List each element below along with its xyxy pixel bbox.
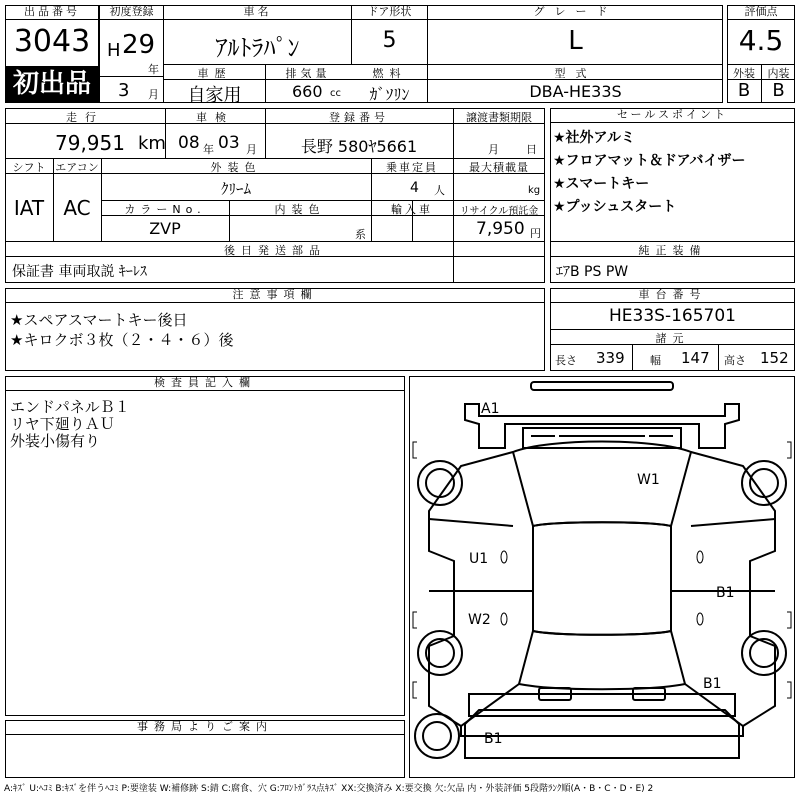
displacement-unit: cc xyxy=(330,88,341,99)
year-unit: 年 xyxy=(148,63,159,76)
int-color-unit: 系 xyxy=(355,228,366,241)
score-label: 評価点 xyxy=(727,5,795,20)
fuel-label: 燃料 xyxy=(372,67,407,80)
car-name: ｱﾙﾄﾗﾊﾟﾝ xyxy=(215,34,300,62)
mark-b1-side: B1 xyxy=(716,585,735,601)
displacement-label: 排気量 xyxy=(285,67,331,80)
inspector-line-3: 外装小傷有り xyxy=(10,432,101,450)
int-grade: B xyxy=(772,80,785,101)
car-name-label: 車名 xyxy=(164,5,351,20)
int-label: 内装 xyxy=(767,67,790,80)
mark-b1-bottom: B1 xyxy=(484,731,503,747)
month-unit: 月 xyxy=(148,88,159,101)
length-value: 339 xyxy=(596,349,625,367)
capacity-value: 4 xyxy=(410,180,419,196)
inspection-year-unit: 年 xyxy=(203,143,214,156)
mark-w2: W2 xyxy=(468,612,491,628)
color-no-label: カラーNo. xyxy=(124,203,206,216)
recycle-label: リサイクル預託金 xyxy=(459,206,539,217)
width-value: 147 xyxy=(681,349,710,367)
door-label: ドア形状 xyxy=(352,5,427,20)
transfer-label: 譲渡書類期限 xyxy=(466,111,532,124)
equipment-label: 純正装備 xyxy=(638,244,707,257)
left-side xyxy=(429,452,519,726)
era: H xyxy=(107,40,121,61)
model-label: 型式 xyxy=(554,67,597,80)
score-value: 4.5 xyxy=(738,24,784,57)
first-reg-month: 3 xyxy=(118,80,130,101)
int-color-label: 内装色 xyxy=(274,203,326,216)
length-label: 長さ xyxy=(555,354,577,367)
capacity-label: 乗車定員 xyxy=(386,161,438,174)
load-label: 最大積載量 xyxy=(469,161,529,174)
car-diagram xyxy=(409,376,795,778)
shift-label: シフト xyxy=(12,161,46,174)
wheel-rl xyxy=(418,631,462,675)
equipment-value: ｴｱB PS PW xyxy=(556,264,629,280)
grade-value: L xyxy=(568,26,583,56)
rear-bumper xyxy=(465,710,739,758)
chassis-number: HE33S-165701 xyxy=(609,306,736,326)
ac-label: エアコン xyxy=(55,161,99,174)
mark-b1-rear: B1 xyxy=(703,676,722,692)
rear-glass xyxy=(519,631,685,689)
sales-point-4: ★プッシュスタート xyxy=(553,199,677,215)
inspection-month: 03 xyxy=(218,133,240,153)
spec-label: 諸元 xyxy=(655,332,690,345)
wheel-fl xyxy=(418,461,462,505)
inspector-line-2: リヤ下廻りＡＵ xyxy=(10,415,115,433)
mileage-unit: km xyxy=(138,133,166,154)
lot-number: 3043 xyxy=(13,24,91,59)
first-listing-badge: 初出品 xyxy=(6,66,98,102)
recycle-unit: 円 xyxy=(530,227,541,240)
ext-grade: B xyxy=(737,80,751,101)
spare-wheel xyxy=(415,714,459,758)
import-label: 輸入車 xyxy=(391,203,433,216)
roof-outline xyxy=(513,442,691,527)
notes-label: 注意事項欄 xyxy=(5,288,545,303)
mark-u1: U1 xyxy=(469,551,489,567)
ext-color-value: ｸﾘｰﾑ xyxy=(220,180,251,198)
sales-point-1: ★社外アルミ xyxy=(553,130,635,146)
fuel-value: ｶﾞｿﾘﾝ xyxy=(369,85,410,104)
wheel-rr xyxy=(742,631,786,675)
inspector-label: 検査員記入欄 xyxy=(5,376,405,391)
recycle-value: 7,950 xyxy=(476,219,525,239)
color-no-value: ZVP xyxy=(149,219,181,238)
plate-label: 登録番号 xyxy=(329,111,389,124)
history-label: 車歴 xyxy=(197,67,232,80)
ext-label: 外装 xyxy=(733,67,755,80)
history-value: 自家用 xyxy=(187,85,242,106)
wheel-fr xyxy=(742,461,786,505)
first-reg-label: 初度登録 xyxy=(100,5,163,20)
mileage-label: 走行 xyxy=(66,111,104,124)
first-reg-year: 29 xyxy=(122,30,156,60)
capacity-unit: 人 xyxy=(434,184,445,197)
roof-panel xyxy=(533,522,671,635)
height-label: 高さ xyxy=(724,354,746,367)
ext-color-label: 外装色 xyxy=(210,161,262,174)
lot-label: 出品番号 xyxy=(5,5,99,20)
sales-point-2: ★フロアマット＆ドアバイザー xyxy=(553,153,746,169)
load-unit: kg xyxy=(528,185,541,196)
rear-panel xyxy=(469,694,735,716)
note-line-2: ★キロクボ３枚（２・４・６）後 xyxy=(10,331,234,349)
mileage-value: 79,951 xyxy=(55,131,125,155)
legend: A:ｷｽﾞ U:ﾍｺﾐ B:ｷｽﾞを伴うﾍｺﾐ P:要塗装 W:補修跡 S:錆 C:腐食、穴 G:ﾌﾛﾝﾄｶﾞﾗｽ点ｷｽﾞ XX:交換済み X:要交換 欠:欠品 内・外装評価 5段階ﾗﾝｸ順(A・B・C・D・E) 2 xyxy=(4,784,654,794)
note-line-1: ★スペアスマートキー後日 xyxy=(10,311,188,329)
later-parts-label: 後日発送部品 xyxy=(224,244,326,257)
shift-value: IAT xyxy=(13,196,45,220)
width-label: 幅 xyxy=(650,354,661,367)
office-label: 事務局よりご案内 xyxy=(5,720,405,735)
inspector-line-1: エンドパネルＢ１ xyxy=(10,398,130,416)
plate-value: 長野 580ﾔ5661 xyxy=(300,137,418,156)
sales-points-label: セールスポイント xyxy=(550,108,795,123)
mark-w1: W1 xyxy=(637,472,660,488)
inspection-label: 車検 xyxy=(196,111,234,124)
transfer-month-unit: 月 xyxy=(488,143,499,156)
mark-a1: A1 xyxy=(481,401,500,417)
height-value: 152 xyxy=(760,349,789,367)
model-value: DBA-HE33S xyxy=(529,82,622,101)
inspection-year: 08 xyxy=(178,133,200,153)
inspection-month-unit: 月 xyxy=(246,143,257,156)
grade-label: グレード xyxy=(428,5,723,20)
displacement-value: 660 xyxy=(292,82,323,101)
door-value: 5 xyxy=(382,28,397,53)
front-bumper xyxy=(531,382,673,390)
chassis-label: 車台番号 xyxy=(550,288,795,303)
sales-point-3: ★スマートキー xyxy=(553,176,650,192)
transfer-day-unit: 日 xyxy=(526,143,537,156)
later-parts-value: 保証書 車両取説 ｷｰﾚｽ xyxy=(12,264,147,280)
ac-value: AC xyxy=(63,196,91,220)
